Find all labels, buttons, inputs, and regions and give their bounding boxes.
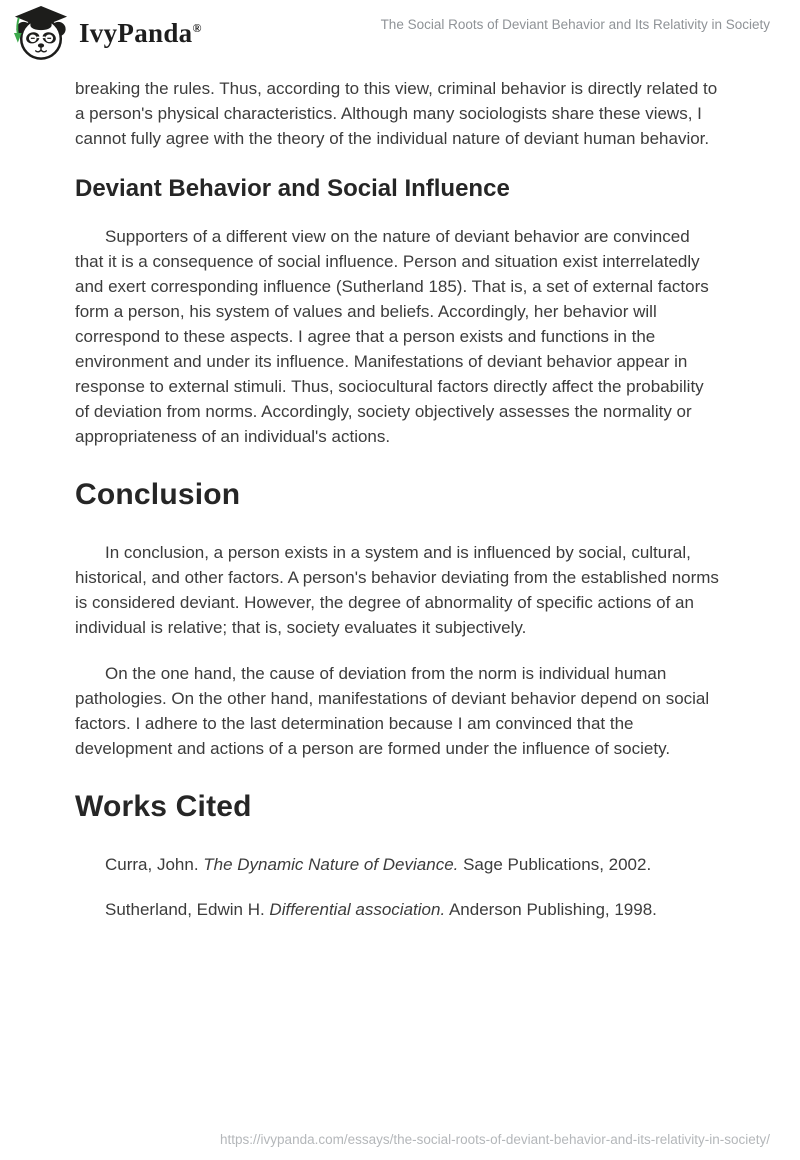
brand-name xyxy=(79,18,202,49)
citation-author: Sutherland, Edwin H. xyxy=(105,900,270,919)
heading-conclusion: Conclusion xyxy=(75,478,241,511)
paragraph-conclusion-2: On the one hand, the cause of deviation from the norm is individual human pathologies. On the other hand, manifestations of deviant behavior depend on social factors. I adhere to the last determination because I am convinced that the development and actions of a person are formed under the influence of society. xyxy=(75,664,710,758)
paragraph-social-influence: Supporters of a different view on the nature of deviant behavior are convinced that it is a consequence of social influence. Person and situation exist interrelatedly and exert corresponding influence (Sutherland 185). That is, a set of external factors form a person, his system of values and beliefs. Accordingly, her behavior will correspond to these aspects. I agree that a person exists and functions in the environment and under its influence. Manifestations of deviant behavior appear in response to external stimuli. Thus, sociocultural factors directly affect the probability of deviation from norms. Accordingly, society objectively assesses the normality or appropriateness of an individual's actions. xyxy=(75,227,709,446)
ivypanda-panda-logo-icon xyxy=(10,5,72,61)
essay-content xyxy=(0,76,800,922)
citation-title-italic: Differential association. xyxy=(269,900,446,919)
paragraph-conclusion-1: In conclusion, a person exists in a system and is influenced by social, cultural, historical, and other factors. A person's behavior deviating from the established norms is considered deviant. However, the degree of abnormality of specific actions of an individual is relative; that is, society evaluates it subjectively. xyxy=(75,543,719,637)
citation-publisher: Anderson Publishing, 1998. xyxy=(445,900,657,919)
paragraph-intro-continuation: breaking the rules. Thus, according to this view, criminal behavior is directly related to a person's physical characteristics. Although many sociologists share these views, I cannot fully agree with the theory of the individual nature of deviant human behavior. xyxy=(75,79,718,148)
citation-publisher: Sage Publications, 2002. xyxy=(458,855,652,874)
brand-text: IvyPanda xyxy=(79,17,193,48)
footer-source-url: https://ivypanda.com/essays/the-social-roots-of-deviant-behavior-and-its-relativity-in-society/ xyxy=(220,1132,770,1147)
heading-works-cited: Works Cited xyxy=(75,790,252,823)
citation-title-italic: The Dynamic Nature of Deviance. xyxy=(203,855,459,874)
trademark-symbol: ® xyxy=(192,20,202,35)
citation-author: Curra, John. xyxy=(105,855,204,874)
page-header xyxy=(0,0,800,62)
citation-sutherland xyxy=(75,897,722,922)
brand xyxy=(10,5,202,61)
heading-deviant-behavior-social-influence: Deviant Behavior and Social Influence xyxy=(75,175,510,202)
citation-curra xyxy=(75,852,722,877)
document-title: The Social Roots of Deviant Behavior and Its Relativity in Society xyxy=(380,16,770,32)
